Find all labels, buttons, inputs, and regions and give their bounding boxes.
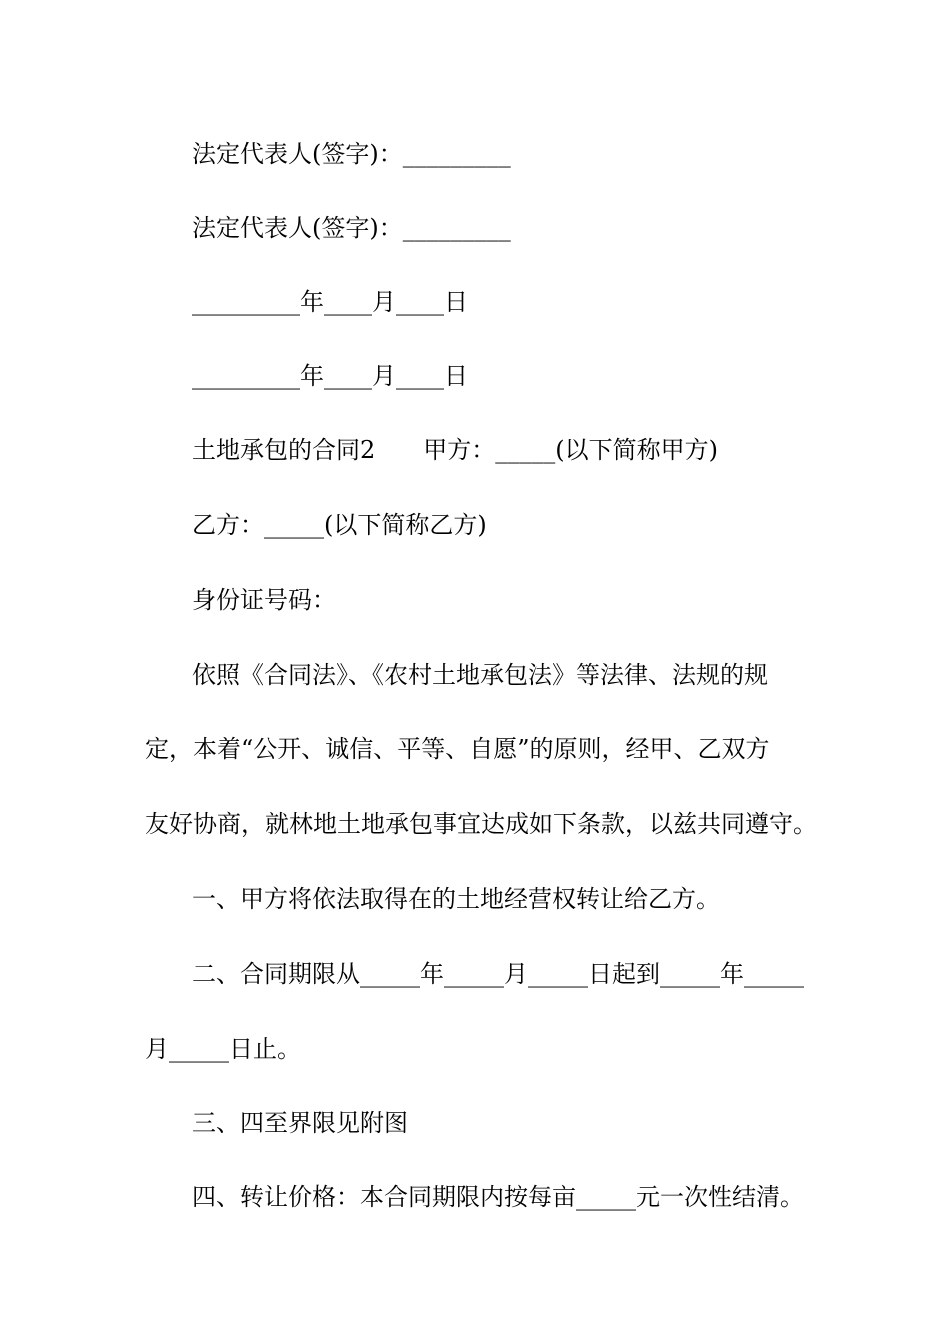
contract-title-party-a: 土地承包的合同2 甲方：_____(以下简称甲方) [192, 436, 718, 464]
date-line-2: _________年____月____日 [192, 362, 468, 390]
preamble-paragraph-line-2: 定，本着“公开、诚信、平等、自愿”的原则，经甲、乙双方 [145, 735, 770, 763]
party-b-line: 乙方：_____(以下简称乙方) [192, 511, 487, 539]
preamble-paragraph-line-1: 依照《合同法》、《农村土地承包法》等法律、法规的规 [192, 661, 768, 689]
signature-line-legal-rep-2: 法定代表人(签字)：_________ [192, 214, 511, 242]
clause-3: 三、四至界限见附图 [192, 1109, 408, 1137]
clause-2-line-1: 二、合同期限从_____年_____月_____日起到_____年_____ [192, 960, 804, 988]
clause-1: 一、甲方将依法取得在的土地经营权转让给乙方。 [192, 885, 720, 913]
clause-4: 四、转让价格：本合同期限内按每亩_____元一次性结清。 [192, 1183, 804, 1211]
clause-2-line-2: 月_____日止。 [145, 1035, 301, 1063]
date-line-1: _________年____月____日 [192, 288, 468, 316]
id-number-line: 身份证号码： [192, 586, 336, 614]
preamble-paragraph-line-3: 友好协商，就林地土地承包事宜达成如下条款，以兹共同遵守。 [145, 810, 817, 838]
signature-line-legal-rep-1: 法定代表人(签字)：_________ [192, 140, 511, 168]
